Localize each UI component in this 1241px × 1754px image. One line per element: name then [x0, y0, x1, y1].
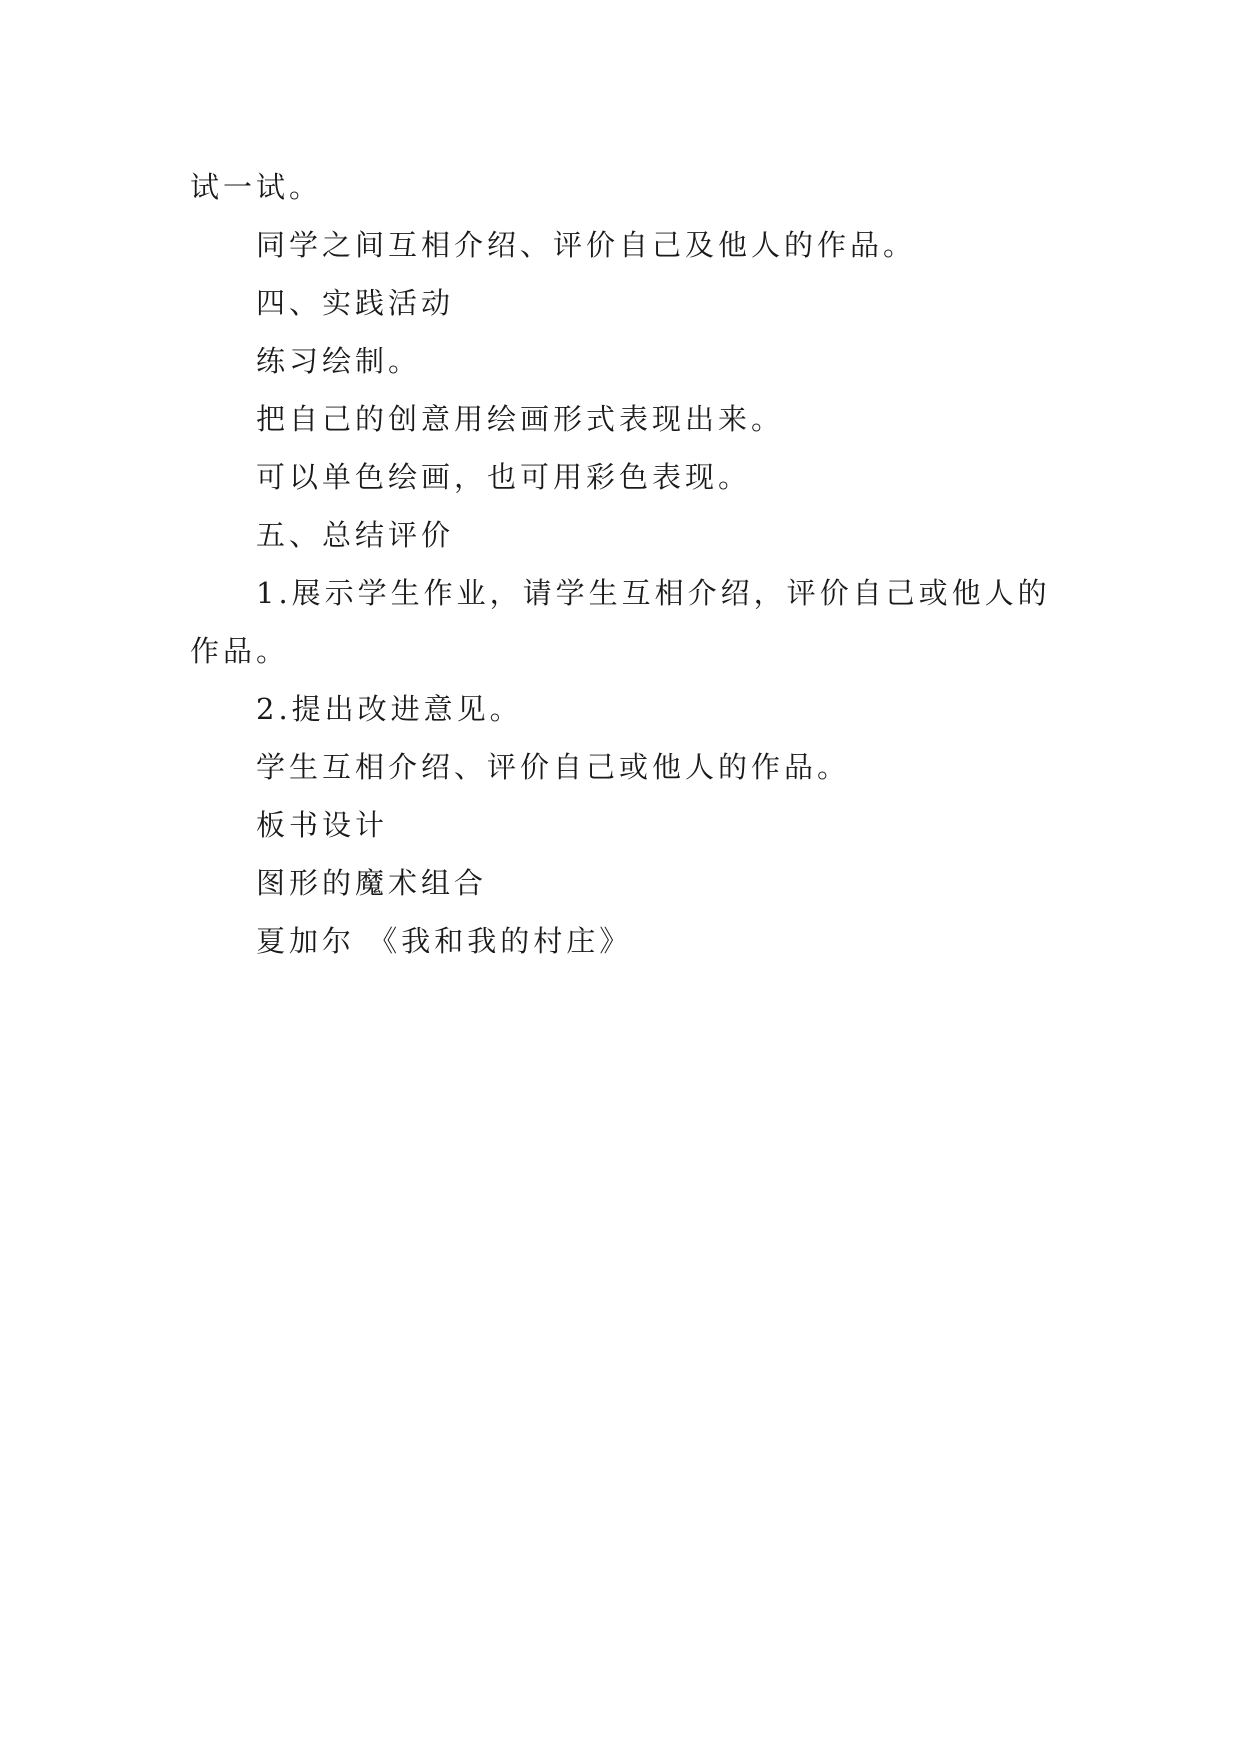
paragraph-students-evaluate: 学生互相介绍、评价自己或他人的作品。 — [256, 750, 851, 784]
heading-summary-evaluation: 五、总结评价 — [256, 518, 455, 552]
paragraph-practice-drawing: 练习绘制。 — [256, 344, 422, 378]
paragraph-show-student-work: 1.展示学生作业，请学生互相介绍，评价自己或他人的作品。 — [190, 576, 1051, 668]
paragraph-chagall-artwork: 夏加尔 《我和我的村庄》 — [256, 924, 633, 958]
paragraph-peer-introduction: 同学之间互相介绍、评价自己及他人的作品。 — [256, 228, 917, 262]
heading-blackboard-design: 板书设计 — [256, 808, 389, 842]
paragraph-color-options: 可以单色绘画，也可用彩色表现。 — [256, 460, 752, 494]
paragraph-shape-magic: 图形的魔术组合 — [256, 866, 488, 900]
paragraph-improvement-suggestions: 2.提出改进意见。 — [256, 692, 523, 726]
heading-practice-activity: 四、实践活动 — [256, 286, 455, 320]
paragraph-express-creativity: 把自己的创意用绘画形式表现出来。 — [256, 402, 785, 436]
paragraph-try-it: 试一试。 — [190, 170, 323, 204]
